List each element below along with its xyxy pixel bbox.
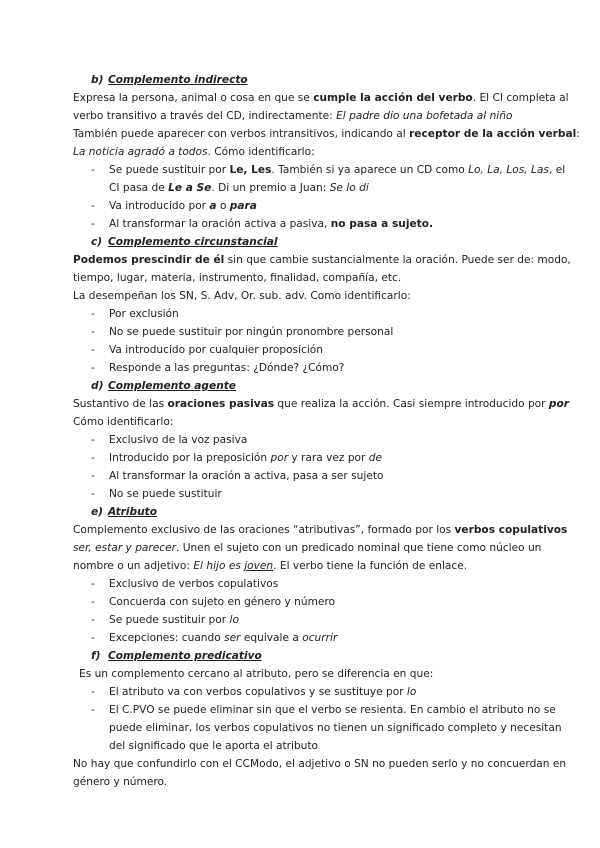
- italic-example: El padre dio una bofetada al niño: [336, 110, 513, 122]
- text: Al transformar la oración activa a pasiva,: [109, 218, 331, 230]
- paragraph-line: [73, 145, 315, 159]
- list-item: [91, 613, 239, 627]
- italic-text: lo: [406, 686, 417, 698]
- text: . También si ya aparece un CD como: [271, 164, 469, 176]
- bold-text: Podemos prescindir de él: [73, 254, 225, 266]
- list-item: [91, 307, 179, 321]
- paragraph-line: [73, 559, 467, 573]
- italic-text: lo: [229, 614, 239, 626]
- section-letter: c): [91, 236, 103, 248]
- text: Por exclusión: [109, 308, 179, 320]
- section-letter: f): [91, 650, 101, 662]
- list-item: [91, 361, 344, 375]
- section-letter: d): [91, 380, 104, 392]
- bold-italic-text: a: [209, 200, 217, 212]
- text: Exclusivo de la voz pasiva: [109, 434, 248, 446]
- bullet-marker: -: [91, 218, 95, 230]
- text: sin que cambie sustancialmente la oración. Puede ser de: modo,: [224, 254, 571, 266]
- section-title: Complemento agente: [108, 380, 236, 392]
- text: Se puede sustituir por: [109, 614, 230, 626]
- text: Expresa la persona, animal o cosa en que se: [73, 92, 314, 104]
- bold-text: Le, Les: [229, 164, 272, 176]
- text: Responde a las preguntas: ¿Dónde? ¿Cómo?: [109, 362, 345, 374]
- list-item: [91, 469, 383, 483]
- text: CI pasa de: [109, 182, 169, 194]
- list-item: [91, 487, 222, 501]
- text: . Di un premio a Juan:: [211, 182, 330, 194]
- paragraph-line: [73, 127, 580, 141]
- paragraph-line: tiempo, lugar, materia, instrumento, finalidad, compañía, etc.: [73, 272, 402, 284]
- text: Introducido por la preposición: [109, 452, 271, 464]
- italic-text: Lo, La, Los, Las: [468, 164, 549, 176]
- italic-example: El hijo es: [193, 560, 245, 572]
- paragraph-line: Cómo identificarlo:: [73, 416, 174, 428]
- paragraph-line: No hay que confundirlo con el CCModo, el adjetivo o SN no pueden serlo y no concuerdan en: [73, 758, 567, 770]
- bullet-marker: -: [91, 632, 95, 644]
- bullet-marker: -: [91, 704, 95, 716]
- text: . El verbo tiene la función de enlace.: [273, 560, 468, 572]
- section-heading-f: [91, 649, 262, 663]
- bullet-marker: -: [91, 596, 95, 608]
- italic-text: de: [368, 452, 383, 464]
- text: Se puede sustituir por: [109, 164, 230, 176]
- paragraph-line: [73, 109, 512, 123]
- text: que realiza la acción. Casi siempre introducido por: [274, 398, 549, 410]
- section-letter: b): [91, 74, 104, 86]
- list-item-continuation: puede eliminar, los verbos copulativos no tienen un significado completo y necesitan: [109, 722, 562, 734]
- section-title: Complemento circunstancial: [108, 236, 278, 248]
- paragraph-line: Es un complemento cercano al atributo, pero se diferencia en que:: [79, 668, 434, 680]
- text: Exclusivo de verbos copulativos: [109, 578, 279, 590]
- italic-example: La noticia agradó a todos: [73, 146, 208, 158]
- text: :: [576, 128, 580, 140]
- italic-text: por: [270, 452, 289, 464]
- text: nombre o un adjetivo:: [73, 560, 194, 572]
- list-item: [91, 325, 393, 339]
- list-item: [91, 199, 257, 213]
- paragraph-line: [73, 253, 571, 267]
- text: verbo transitivo a través del CD, indirectamente:: [73, 110, 337, 122]
- bold-text: cumple la acción del verbo: [313, 92, 473, 104]
- text: , el: [548, 164, 566, 176]
- paragraph-line: [73, 523, 567, 537]
- list-item: [91, 451, 382, 465]
- section-title: Atributo: [108, 506, 158, 518]
- text: El atributo va con verbos copulativos y se sustituye por: [109, 686, 407, 698]
- bullet-marker: -: [91, 164, 95, 176]
- bullet-marker: -: [91, 434, 95, 446]
- bullet-marker: -: [91, 452, 95, 464]
- bullet-marker: -: [91, 308, 95, 320]
- section-heading-b: [91, 73, 248, 87]
- italic-text: ocurrir: [302, 632, 338, 644]
- italic-example: Se lo di: [329, 182, 369, 194]
- section-heading-d: [91, 379, 236, 393]
- text: Al transformar la oración a activa, pasa a ser sujeto: [109, 470, 384, 482]
- list-item: [91, 163, 565, 177]
- bold-text: oraciones pasivas: [167, 398, 275, 410]
- bold-italic-text: Le a Se: [168, 182, 212, 194]
- list-item: [91, 343, 323, 357]
- list-item: [91, 685, 416, 699]
- text: El C.PVO se puede eliminar sin que el verbo se resienta. En cambio el atributo no se: [109, 704, 556, 716]
- text: . Unen el sujeto con un predicado nominal que tiene como núcleo un: [175, 542, 542, 554]
- text: . Cómo identificarlo:: [207, 146, 315, 158]
- bullet-marker: -: [91, 200, 95, 212]
- list-item: [91, 703, 556, 717]
- section-title: Complemento indirecto: [108, 74, 248, 86]
- bold-text: receptor de la acción verbal: [409, 128, 577, 140]
- bullet-marker: -: [91, 578, 95, 590]
- list-item: [91, 433, 247, 447]
- bold-text: verbos copulativos: [454, 524, 568, 536]
- underlined-example: joven: [244, 560, 274, 572]
- bullet-marker: -: [91, 326, 95, 338]
- text: Va introducido por: [109, 200, 210, 212]
- list-item: [91, 631, 337, 645]
- text: Va introducido por cualquier proposición: [109, 344, 323, 356]
- text: equivale a: [240, 632, 303, 644]
- bullet-marker: -: [91, 614, 95, 626]
- text: También puede aparecer con verbos intransitivos, indicando al: [73, 128, 410, 140]
- paragraph-line: [73, 397, 569, 411]
- text: y rara vez por: [288, 452, 369, 464]
- bold-text: no pasa a sujeto.: [330, 218, 433, 230]
- bullet-marker: -: [91, 344, 95, 356]
- bullet-marker: -: [91, 488, 95, 500]
- paragraph-line: [73, 91, 569, 105]
- section-letter: e): [91, 506, 104, 518]
- bullet-marker: -: [91, 470, 95, 482]
- list-item: [91, 595, 335, 609]
- list-item: [91, 577, 278, 591]
- text: Sustantivo de las: [73, 398, 168, 410]
- bullet-marker: -: [91, 362, 95, 374]
- text: Excepciones: cuando: [109, 632, 225, 644]
- bold-italic-text: por: [548, 398, 569, 410]
- paragraph-line: [73, 541, 541, 555]
- section-title: Complemento predicativo: [108, 650, 262, 662]
- text: Concuerda con sujeto en género y número: [109, 596, 336, 608]
- list-item-continuation: del significado que le aporta el atributo: [109, 740, 319, 752]
- bullet-marker: -: [91, 686, 95, 698]
- text: Complemento exclusivo de las oraciones “atributivas”, formado por los: [73, 524, 455, 536]
- paragraph-line: género y número.: [73, 776, 168, 788]
- section-heading-e: [91, 505, 157, 519]
- italic-text: ser: [224, 632, 241, 644]
- text: o: [216, 200, 230, 212]
- list-item-continuation: [109, 181, 369, 195]
- text: No se puede sustituir: [109, 488, 222, 500]
- text: No se puede sustituir por ningún pronombre personal: [109, 326, 394, 338]
- text: . El CI completa al: [472, 92, 569, 104]
- italic-text: ser, estar y parecer: [73, 542, 176, 554]
- paragraph-line: La desempeñan los SN, S. Adv, Or. sub. adv. Como identificarlo:: [73, 290, 411, 302]
- section-heading-c: [91, 235, 278, 249]
- list-item: [91, 217, 433, 231]
- bold-italic-text: para: [229, 200, 257, 212]
